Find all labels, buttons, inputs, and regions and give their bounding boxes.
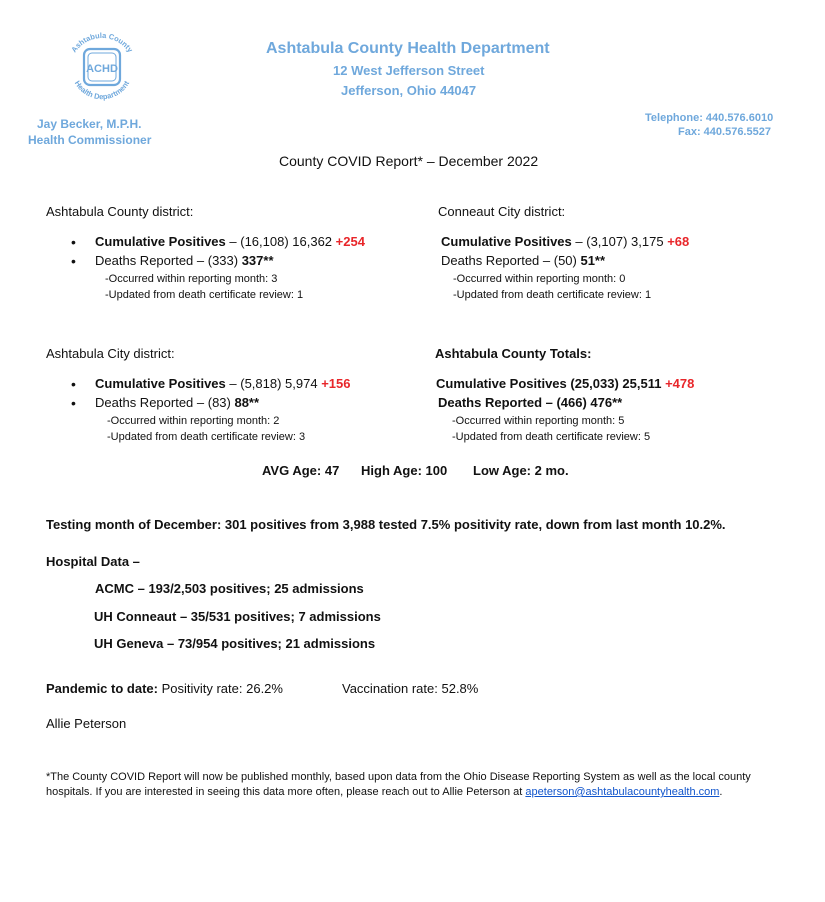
fax: Fax: 440.576.5527: [678, 126, 771, 138]
totals-deaths: Deaths Reported – (466) 476**: [438, 395, 623, 410]
commissioner-name: Jay Becker, M.P.H.: [37, 117, 142, 131]
low-age: Low Age: 2 mo.: [473, 463, 569, 478]
city-district-title: Ashtabula City district:: [46, 346, 175, 361]
city-positives: Cumulative Positives – (5,818) 5,974 +156: [95, 376, 351, 391]
bullet-icon: •: [71, 376, 76, 392]
svg-text:Health Department: Health Department: [72, 79, 132, 102]
department-city: Jefferson, Ohio 44047: [341, 83, 477, 98]
svg-text:Ashtabula County: Ashtabula County: [69, 30, 135, 55]
testing-summary: Testing month of December: 301 positives from 3,988 tested 7.5% positivity rate, down from last month 10.2%.: [46, 517, 726, 532]
conneaut-deaths-updated: -Updated from death certificate review: 1: [453, 289, 652, 301]
hospital-line-acmc: ACMC – 193/2,503 positives; 25 admissions: [95, 581, 364, 596]
city-deaths: Deaths Reported – (83) 88**: [95, 395, 260, 410]
city-deaths-updated: -Updated from death certificate review: 3: [107, 431, 306, 443]
footnote: [46, 770, 786, 800]
totals-title: Ashtabula County Totals:: [435, 346, 592, 361]
bullet-icon: •: [71, 234, 76, 250]
totals-deaths-updated: -Updated from death certificate review: 5: [452, 431, 651, 443]
conneaut-positives: Cumulative Positives – (3,107) 3,175 +68: [441, 234, 690, 249]
hospital-line-uh-geneva: UH Geneva – 73/954 positives; 21 admissions: [94, 636, 376, 651]
commissioner-title: Health Commissioner: [28, 133, 152, 147]
conneaut-deaths-occurred: -Occurred within reporting month: 0: [453, 273, 626, 285]
avg-age: AVG Age: 47: [262, 463, 340, 478]
telephone: Telephone: 440.576.6010: [645, 112, 774, 124]
department-name: Ashtabula County Health Department: [266, 40, 550, 57]
report-title: County COVID Report* – December 2022: [279, 153, 539, 169]
department-street: 12 West Jefferson Street: [333, 63, 485, 78]
city-deaths-occurred: -Occurred within reporting month: 2: [107, 415, 280, 427]
county-deaths-occurred: -Occurred within reporting month: 3: [105, 273, 278, 285]
signature: Allie Peterson: [46, 716, 127, 731]
logo-monogram: ACHD: [86, 63, 118, 75]
county-district-title: Ashtabula County district:: [46, 204, 194, 219]
bullet-icon: •: [71, 395, 76, 411]
county-deaths: Deaths Reported – (333) 337**: [95, 253, 274, 268]
conneaut-district-title: Conneaut City district:: [438, 204, 566, 219]
county-deaths-updated: -Updated from death certificate review: 1: [105, 289, 304, 301]
contact-email-link[interactable]: apeterson@ashtabulacountyhealth.com: [525, 786, 720, 798]
hospital-line-uh-conneaut: UH Conneaut – 35/531 positives; 7 admissions: [94, 609, 381, 624]
totals-positives: Cumulative Positives (25,033) 25,511 +478: [436, 376, 695, 391]
conneaut-deaths: Deaths Reported – (50) 51**: [441, 253, 606, 268]
pandemic-vaccination: Vaccination rate: 52.8%: [342, 681, 479, 696]
hospital-title: Hospital Data –: [46, 554, 140, 569]
county-positives: Cumulative Positives – (16,108) 16,362 +254: [95, 234, 365, 249]
bullet-icon: •: [71, 253, 76, 269]
health-department-logo: [60, 28, 144, 108]
footnote-line-1: *The County COVID Report will now be published monthly, based upon data from the Ohio Disease Reporting System as well as the local county: [46, 771, 751, 783]
pandemic-positivity: Pandemic to date: Positivity rate: 26.2%: [46, 681, 283, 696]
high-age: High Age: 100: [361, 463, 448, 478]
totals-deaths-occurred: -Occurred within reporting month: 5: [452, 415, 625, 427]
footnote-line-2: hospitals. If you are interested in seeing this data more often, please reach out to Allie Peterson at apeterson@ashtabulacountyhealth.com.: [46, 786, 723, 798]
